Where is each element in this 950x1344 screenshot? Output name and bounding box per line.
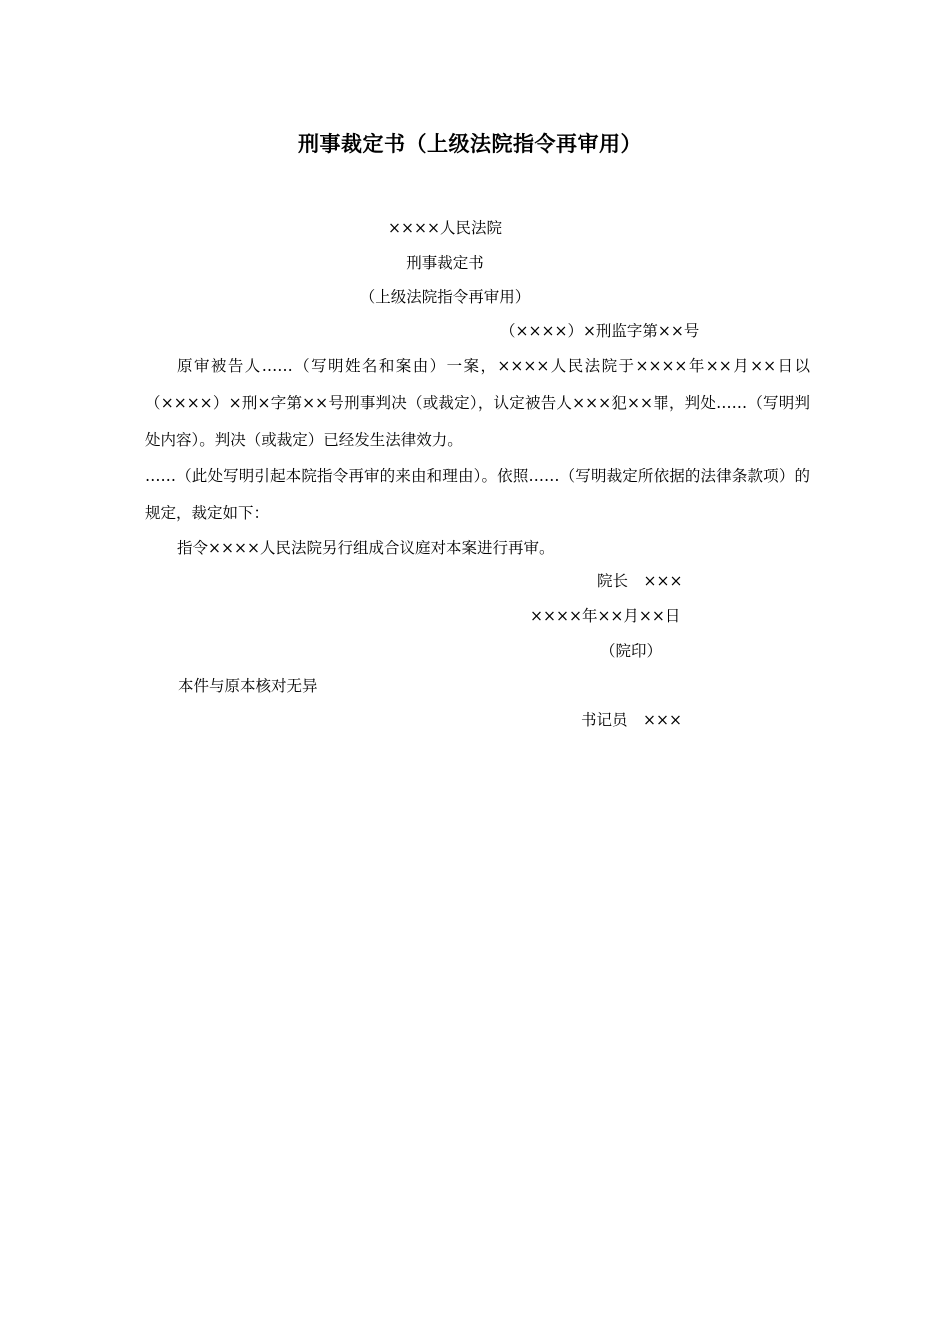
certification-note: 本件与原本核对无异 <box>178 677 318 695</box>
body-paragraph-1: 原审被告人……（写明姓名和案由）一案，××××人民法院于××××年××月××日以（××××）×刑×字第××号刑事判决（或裁定），认定被告人×××犯××罪，判处……（写明判处内容）。判决（或裁定）已经发生法律效力。 <box>145 357 810 449</box>
court-name: ××××人民法院 <box>388 219 502 237</box>
document-type: 刑事裁定书 <box>406 254 484 272</box>
document-title: 刑事裁定书（上级法院指令再审用） <box>298 132 642 156</box>
president-signature: 院长 ××× <box>597 572 683 590</box>
clerk-signature: 书记员 ××× <box>581 711 682 729</box>
court-seal: （院印） <box>600 642 663 660</box>
case-number: （××××）×刑监字第××号 <box>500 322 700 340</box>
body-paragraph-3: 指令××××人民法院另行组成合议庭对本案进行再审。 <box>177 539 555 557</box>
signature-date: ××××年××月××日 <box>530 607 681 625</box>
body-paragraph-2: ……（此处写明引起本院指令再审的来由和理由）。依照……（写明裁定所依据的法律条款项）的规定，裁定如下： <box>145 467 810 522</box>
document-subtitle: （上级法院指令再审用） <box>359 288 531 306</box>
